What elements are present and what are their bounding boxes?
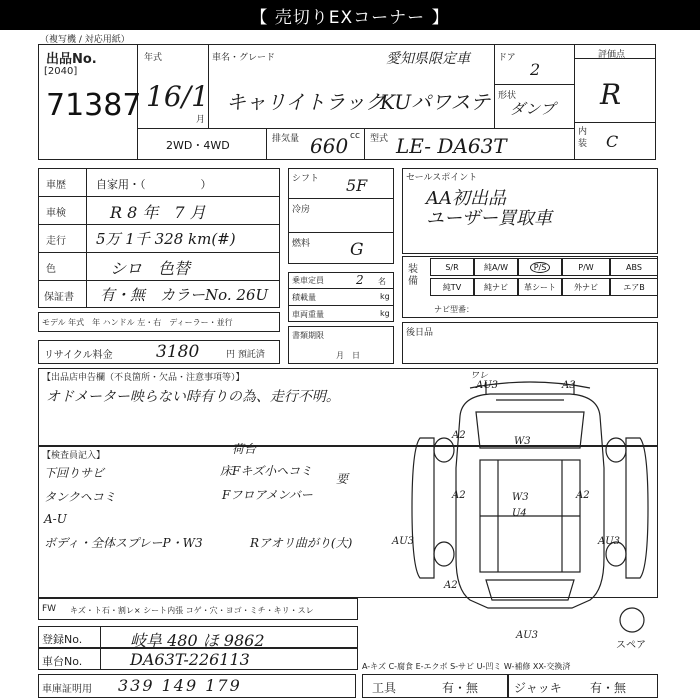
recycle-unit: 円 預託済 (226, 350, 265, 360)
certificate-digits: 339 149 179 (118, 676, 242, 695)
inspection-label: 車検 (46, 208, 66, 219)
mileage-value: 5万 1千 328 km(#) (96, 230, 236, 248)
interior-label: 内装 (578, 127, 588, 149)
inspector-cargo-3: Rアオリ曲がり(大) (250, 536, 353, 550)
warranty-label: 保証書 (44, 292, 74, 303)
chassis-label: 車台No. (42, 655, 83, 668)
inspection-value: R 8 年 7 月 (110, 203, 206, 222)
load-label: 積載量 (292, 293, 316, 302)
lot-label: 出品No. (46, 52, 97, 67)
model-year-text: モデル 年式 年 ハンドル 左・右 ディーラー・並行 (42, 318, 233, 327)
equipment-label: 装備 (408, 264, 418, 287)
load-unit: kg (380, 292, 390, 301)
recycle-label: リサイクル料金 (44, 350, 113, 361)
certificate-label: 車庫証明用 (42, 684, 92, 695)
declaration-text: オドメーター映らない時有りの為、走行不明。 (46, 389, 340, 405)
equip-aw: 純A/W (474, 258, 518, 276)
shift-label: シフト (292, 174, 320, 184)
displacement-label: 排気量 (272, 134, 300, 144)
inspector-cargo-1: 床Fキズ小ヘコミ (220, 464, 313, 478)
color-label: 色 (46, 264, 56, 275)
registration-value: 岐阜 480 ほ 9862 (130, 631, 265, 650)
capacity-value: 2 (356, 273, 364, 287)
mark-1: ワレ (470, 371, 489, 381)
doors-label: ドア (498, 53, 516, 63)
lot-number: 71387 (46, 88, 142, 123)
equip-abs: ABS (610, 258, 658, 276)
sales-point-2: ユーザー買取車 (426, 208, 552, 229)
inspector-note-2: タンクヘコミ (44, 490, 116, 504)
weight-label: 車両重量 (292, 310, 324, 319)
vehicle-diagram (400, 368, 660, 648)
equip-ps-circled: P/S (530, 262, 551, 273)
capacity-label: 乗車定員 (292, 276, 324, 285)
damage-legend: A-キズ C-腐食 E-エクボ S-サビ U-凹ミ W-補修 XX-交換済 (362, 662, 571, 671)
year-label: 年式 (144, 53, 163, 63)
capacity-unit: 名 (378, 277, 386, 286)
mileage-label: 走行 (46, 236, 66, 247)
shape-value: ダンプ (510, 100, 556, 118)
later-items-block (402, 322, 658, 364)
navi-model: ナビ型番： (434, 305, 474, 314)
equip-tv: 純TV (430, 278, 474, 296)
model-note: 愛知県限定車 (386, 51, 470, 67)
mark-6: A2 (452, 490, 466, 501)
declaration-label: 【出品店申告欄（不良箇所・欠品・注意事項等）】 (42, 373, 245, 383)
warranty-value: 有・無 カラーNo. 26U (100, 286, 269, 304)
equip-airbag: エアB (610, 278, 658, 296)
model-name-label: 車名・グレード (212, 53, 276, 63)
jack-value: 有・無 (590, 681, 627, 695)
inspector-note-3: A-U (44, 512, 67, 526)
fuel-label: 燃料 (292, 239, 311, 249)
history-value: 自家用・（ ） (96, 178, 212, 191)
displacement-unit: cc (350, 131, 360, 141)
mark-2: AU3 (476, 380, 499, 391)
doc-deadline-label: 書類期限 (292, 331, 324, 340)
fuel-value: G (350, 240, 364, 260)
sales-points-label: セールスポイント (406, 173, 478, 183)
mark-7: W3 (512, 492, 529, 503)
tools-value: 有・無 (442, 681, 479, 695)
mark-11: AU3 (598, 536, 621, 547)
equip-ps (518, 258, 562, 276)
mark-8: U4 (512, 508, 527, 519)
equip-navi: 純ナビ (474, 278, 518, 296)
doors-value: 2 (530, 60, 541, 79)
mark-4: A2 (452, 430, 466, 441)
header-note: （複写機 / 対応用紙） (40, 35, 130, 45)
jack-label: ジャッキ (514, 681, 562, 695)
color-value: シロ 色替 (110, 259, 191, 278)
displacement-value: 660 (310, 134, 349, 158)
shape-label: 形状 (498, 91, 517, 101)
year-value: 16/1 (146, 80, 209, 113)
inspector-label: 【検査員記入】 (42, 451, 106, 461)
doc-deadline-unit: 月 日 (336, 351, 360, 360)
chassis-value: DA63T-226113 (130, 650, 250, 669)
mark-12: A2 (444, 580, 458, 591)
condition-text: キズ・ト石・割レ× シート内張 コゲ・穴・ヨゴ・ミチ・キリ・スレ (70, 606, 314, 615)
inspector-note-1: 下回りサビ (44, 466, 105, 480)
mark-13: AU3 (516, 630, 539, 641)
equip-leather: 革シート (518, 278, 562, 296)
inspector-cargo: 荷台 (232, 442, 257, 456)
equip-ext-navi: 外ナビ (562, 278, 610, 296)
mark-9: A2 (576, 490, 590, 501)
later-items-label: 後日品 (406, 328, 434, 338)
model-grade: KUパワステ (380, 90, 491, 114)
equip-sr: S/R (430, 258, 474, 276)
mark-3: A3 (562, 380, 576, 391)
shift-value: 5F (346, 176, 368, 195)
inspector-note-4: ボディ・全体スプレーP・W3 (44, 536, 203, 550)
tools-label: 工具 (372, 681, 397, 695)
inspector-cargo-2: Fフロアメンバー (222, 488, 313, 502)
inspector-bracket: 要 (336, 472, 349, 486)
interior-value: C (606, 132, 619, 151)
banner-title: 【 売切りEXコーナー 】 (0, 0, 700, 30)
drive-value: 2WD・4WD (166, 139, 230, 152)
model-name: キャリイトラック (226, 90, 385, 114)
sales-point-1: AA初出品 (426, 188, 506, 209)
equip-pw: P/W (562, 258, 610, 276)
year-month-unit: 月 (196, 115, 206, 125)
type-value: LE- DA63T (396, 134, 507, 158)
recycle-value: 3180 (156, 342, 200, 362)
spare-label: スペア (616, 640, 646, 651)
cooling-label: 冷房 (292, 205, 311, 215)
history-label: 車歴 (46, 180, 66, 191)
lot-tag: [2040] (44, 66, 78, 77)
mark-5: W3 (514, 436, 531, 447)
type-label: 型式 (370, 134, 389, 144)
registration-label: 登録No. (42, 633, 83, 646)
score-label: 評価点 (598, 50, 626, 60)
condition-label: FW (42, 604, 57, 614)
mark-10: AU3 (392, 536, 415, 547)
weight-unit: kg (380, 309, 390, 318)
score-value: R (600, 78, 622, 111)
